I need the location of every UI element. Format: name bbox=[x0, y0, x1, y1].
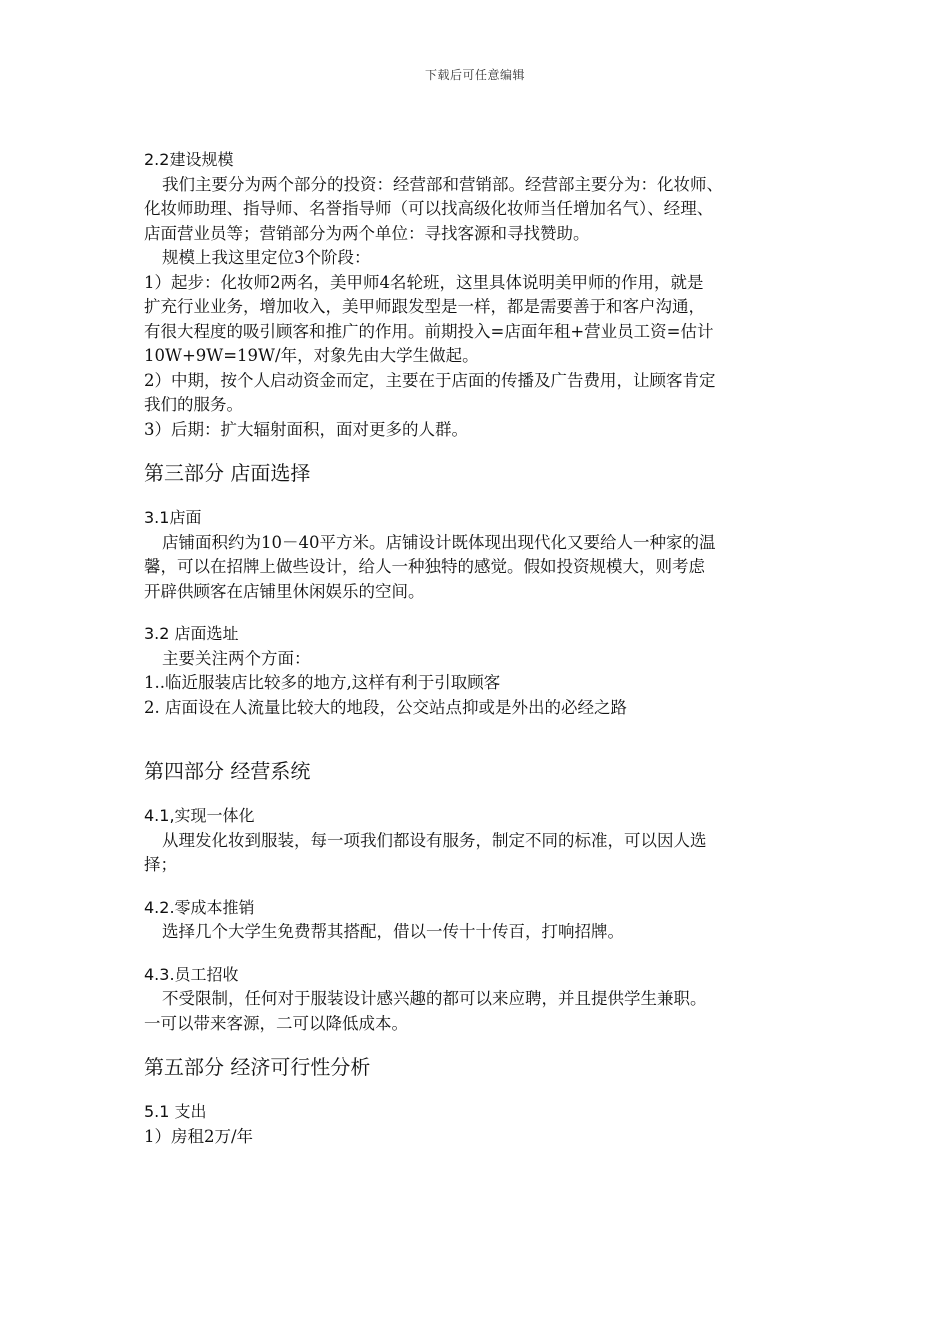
document-body bbox=[144, 148, 814, 1149]
section-heading-4-3: 4.3.员工招收 bbox=[144, 964, 239, 984]
paragraph-line: 有很大程度的吸引顾客和推广的作用。前期投入=店面年租+营业员工资=估计 bbox=[144, 321, 714, 341]
paragraph-line: 一可以带来客源，二可以降低成本。 bbox=[144, 1013, 408, 1033]
section-heading-4-1: 4.1,实现一体化 bbox=[144, 806, 255, 825]
list-item: 1..临近服装店比较多的地方,这样有利于引取顾客 bbox=[144, 673, 501, 692]
paragraph-line: 择； bbox=[144, 855, 177, 874]
paragraph-line: 化妆师助理、指导师、名誉指导师（可以找高级化妆师当任增加名气）、经理、 bbox=[144, 199, 714, 218]
paragraph-line: 开辟供顾客在店铺里休闲娱乐的空间。 bbox=[144, 581, 425, 601]
section-heading-2-2: 2.2建设规模 bbox=[144, 150, 234, 169]
section-heading-3-2: 3.2 店面选址 bbox=[144, 624, 239, 643]
paragraph-line: 店铺面积约为10－40平方米。店铺设计既体现出现代化又要给人一种家的温 bbox=[162, 532, 716, 552]
list-item: 1）房租2万/年 bbox=[144, 1126, 254, 1146]
paragraph-line: 2）中期，按个人启动资金而定，主要在于店面的传播及广告费用，让顾客肯定 bbox=[144, 370, 716, 390]
list-item: 2. 店面设在人流量比较大的地段，公交站点抑或是外出的必经之路 bbox=[144, 697, 627, 717]
paragraph-line: 馨，可以在招牌上做些设计，给人一种独特的感觉。假如投资规模大，则考虑 bbox=[144, 557, 705, 576]
paragraph-line: 店面营业员等；营销部分为两个单位：寻找客源和寻找赞助。 bbox=[144, 223, 590, 243]
section-heading-3-1: 3.1店面 bbox=[144, 508, 202, 527]
part-heading-3: 第三部分 店面选择 bbox=[144, 461, 311, 485]
paragraph-line: 我们主要分为两个部分的投资：经营部和营销部。经营部主要分为：化妆师、 bbox=[162, 174, 723, 194]
paragraph-line: 3）后期：扩大辐射面积，面对更多的人群。 bbox=[144, 419, 468, 439]
paragraph-line: 1）起步：化妆师2两名，美甲师4名轮班，这里具体说明美甲师的作用，就是 bbox=[144, 272, 704, 292]
part-heading-5: 第五部分 经济可行性分析 bbox=[144, 1055, 371, 1079]
section-heading-4-2: 4.2.零成本推销 bbox=[144, 897, 255, 917]
section-heading-5-1: 5.1 支出 bbox=[144, 1102, 207, 1121]
paragraph-line: 选择几个大学生免费帮其搭配，借以一传十十传百，打响招牌。 bbox=[162, 922, 624, 941]
paragraph-line: 主要关注两个方面： bbox=[162, 648, 311, 668]
paragraph-line: 我们的服务。 bbox=[144, 395, 243, 414]
page-header: 下载后可任意编辑 bbox=[424, 68, 525, 82]
paragraph-line: 不受限制，任何对于服装设计感兴趣的都可以来应聘，并且提供学生兼职。 bbox=[162, 989, 707, 1008]
paragraph-line: 10W+9W=19W/年，对象先由大学生做起。 bbox=[144, 346, 479, 365]
paragraph-line: 扩充行业业务，增加收入，美甲师跟发型是一样，都是需要善于和客户沟通， bbox=[144, 297, 705, 316]
paragraph-line: 从理发化妆到服装，每一项我们都设有服务，制定不同的标准，可以因人选 bbox=[162, 830, 707, 850]
part-heading-4: 第四部分 经营系统 bbox=[144, 759, 311, 783]
paragraph-line: 规模上我这里定位3个阶段： bbox=[162, 248, 371, 267]
